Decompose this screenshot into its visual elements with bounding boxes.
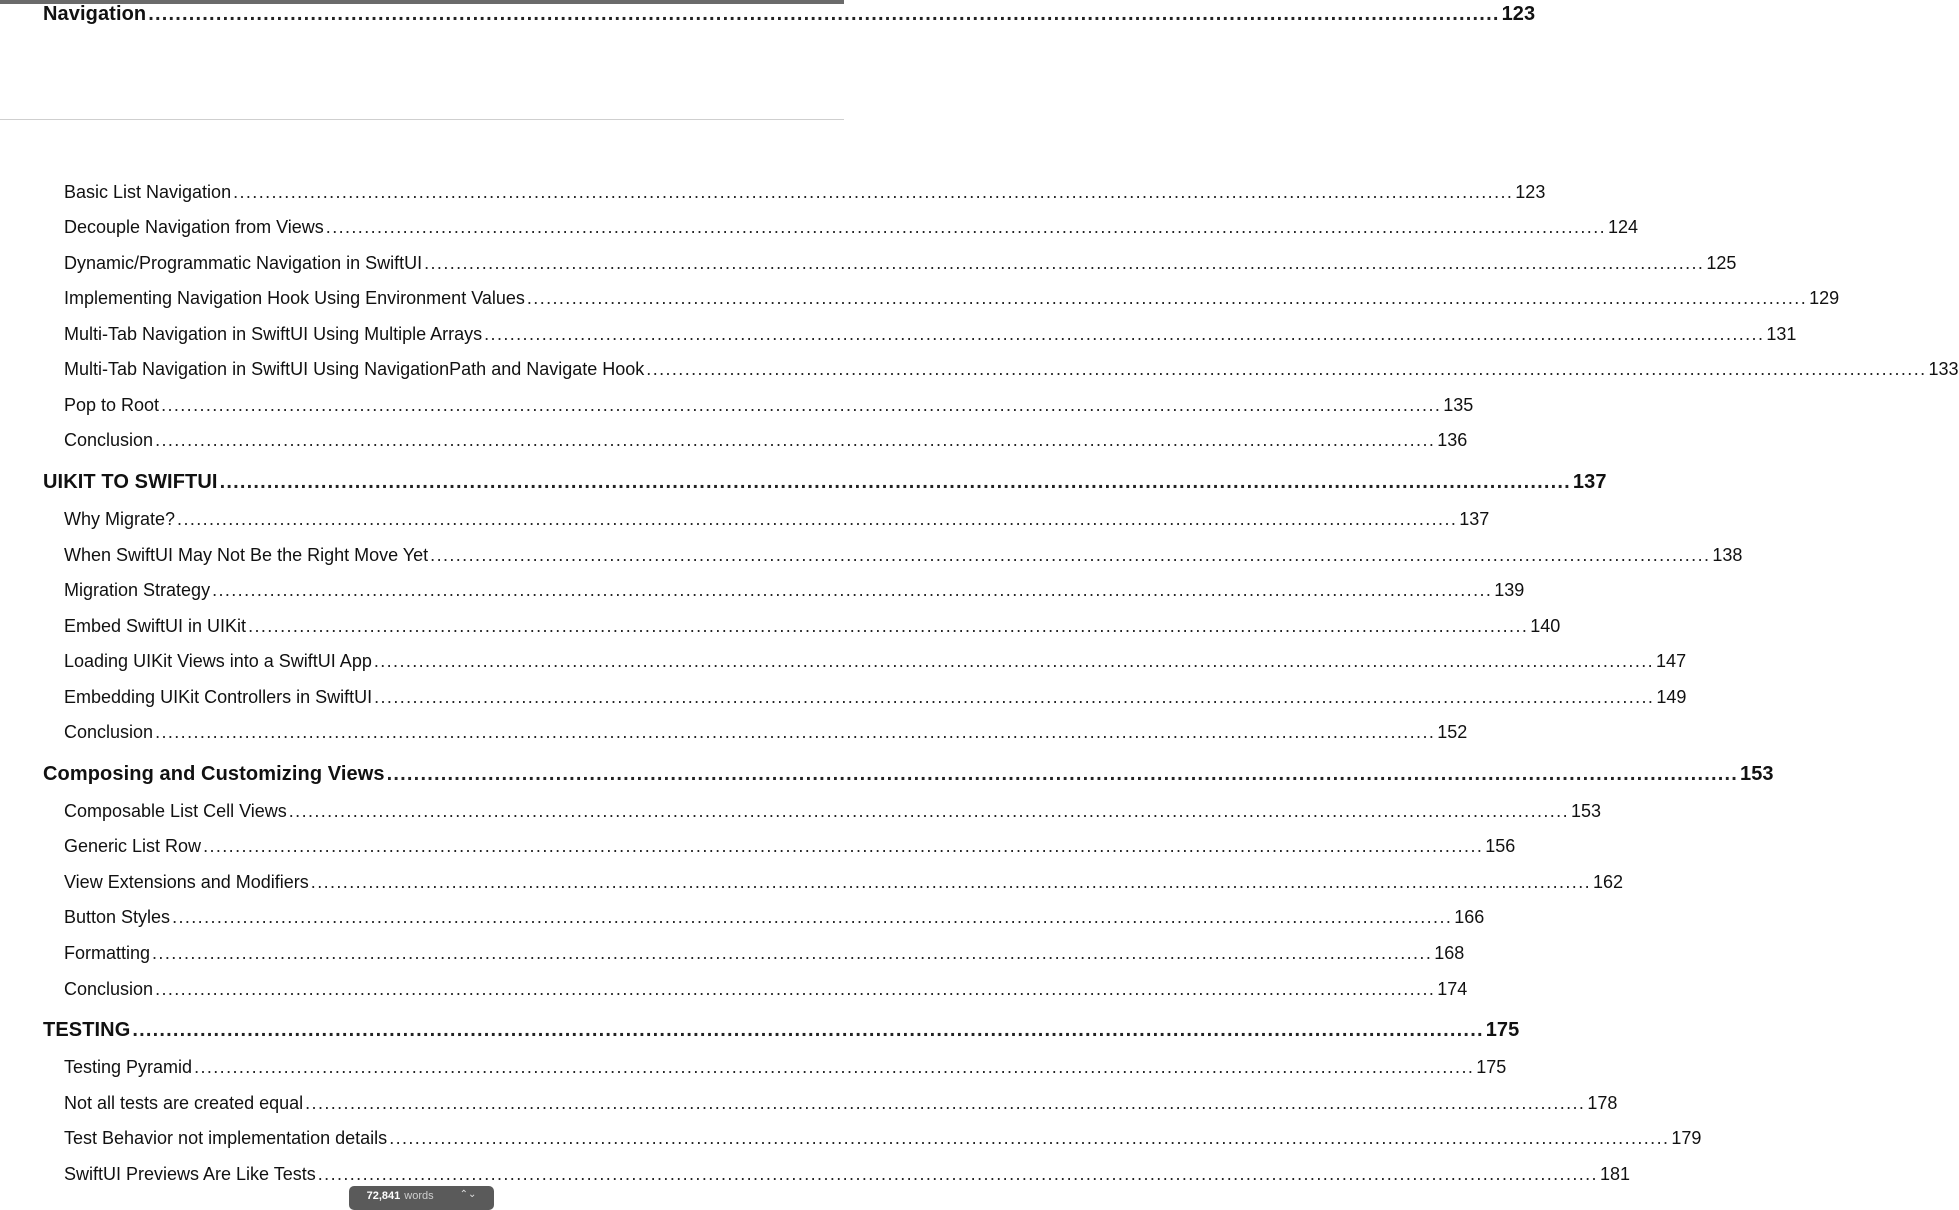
word-count-unit: words	[404, 1190, 434, 1202]
toc-page-number: 137	[1572, 471, 1607, 493]
toc-section-row[interactable]	[64, 359, 1959, 380]
toc-page-number: 123	[1515, 182, 1546, 202]
toc-dot-leader: ........................................................................................................................................................................................................	[233, 182, 1514, 202]
toc-page-number: 156	[1485, 836, 1516, 856]
toc-entry-title: View Extensions and Modifiers	[64, 872, 309, 892]
toc-entry-title: Multi-Tab Navigation in SwiftUI Using NavigationPath and Navigate Hook	[64, 359, 645, 379]
toc-dot-leader: ........................................................................................................................................................................................................	[389, 1128, 1670, 1148]
toc-dot-leader: ........................................................................................................................................................................................................	[203, 836, 1484, 856]
toc-dot-leader: ........................................................................................................................................................................................................	[152, 943, 1433, 963]
toc-page-number: 166	[1454, 907, 1485, 927]
toc-dot-leader: ........................................................................................................................................................................................................	[194, 1057, 1475, 1077]
toc-dot-leader: ........................................................................................................................................................................................................	[484, 324, 1765, 344]
toc-entry-title: Conclusion	[64, 430, 154, 450]
toc-entry-title: SwiftUI Previews Are Like Tests	[64, 1164, 316, 1184]
toc-section-row[interactable]	[64, 580, 1525, 601]
toc-section-row[interactable]	[64, 395, 1474, 416]
toc-page-number: 181	[1599, 1164, 1631, 1184]
toc-section-row[interactable]	[64, 722, 1468, 743]
toc-page-number: 174	[1437, 979, 1468, 999]
toc-page-number: 153	[1739, 763, 1774, 785]
toc-page-number: 139	[1494, 580, 1525, 600]
toc-dot-leader: ........................................................................................................................................................................................................	[310, 872, 1591, 892]
toc-dot-leader: ........................................................................................................................................................................................................	[155, 979, 1436, 999]
toc-dot-leader: ........................................................................................................................................................................................................	[646, 359, 1927, 379]
toc-page-number: 162	[1593, 872, 1624, 892]
toc-section-row[interactable]	[64, 943, 1465, 964]
toc-entry-title: Embed SwiftUI in UIKit	[64, 616, 247, 636]
toc-dot-leader: ........................................................................................................................................................................................................	[132, 1019, 1484, 1041]
toc-entry-title: When SwiftUI May Not Be the Right Move Yet	[64, 545, 429, 565]
toc-dot-leader: ........................................................................................................................................................................................................	[155, 722, 1436, 742]
toc-dot-leader: ........................................................................................................................................................................................................	[177, 509, 1458, 529]
toc-dot-leader: ........................................................................................................................................................................................................	[161, 395, 1442, 415]
toc-section-row[interactable]	[64, 907, 1485, 928]
toc-entry-title: UIKIT TO SWIFTUI	[43, 471, 218, 493]
toc-dot-leader: ........................................................................................................................................................................................................	[386, 763, 1738, 785]
toc-entry-title: Decouple Navigation from Views	[64, 217, 324, 237]
toc-entry-title: Conclusion	[64, 979, 154, 999]
toc-entry-title: Embedding UIKit Controllers in SwiftUI	[64, 687, 373, 707]
toc-dot-leader: ........................................................................................................................................................................................................	[424, 253, 1705, 273]
toc-entry-title: Test Behavior not implementation details	[64, 1128, 388, 1148]
toc-entry-title: Migration Strategy	[64, 580, 211, 600]
toc-section-row[interactable]	[64, 509, 1490, 530]
toc-dot-leader: ........................................................................................................................................................................................................	[248, 616, 1529, 636]
toc-dot-leader: ........................................................................................................................................................................................................	[172, 907, 1453, 927]
toc-section-row[interactable]	[64, 687, 1687, 708]
toc-entry-title: Formatting	[64, 943, 151, 963]
toc-section-row[interactable]	[64, 979, 1468, 1000]
toc-dot-leader: ........................................................................................................................................................................................................	[317, 1164, 1598, 1184]
toc-page-number: 140	[1530, 616, 1561, 636]
toc-section-row[interactable]	[64, 801, 1602, 822]
toc-page-number: 175	[1485, 1019, 1520, 1041]
toc-section-row[interactable]	[64, 872, 1624, 893]
toc-section-row[interactable]	[64, 1093, 1618, 1114]
toc-page-number: 124	[1608, 217, 1639, 237]
toc-chapter-row[interactable]	[43, 471, 1607, 494]
toc-section-row[interactable]	[64, 545, 1743, 566]
toc-section-row[interactable]	[64, 324, 1797, 345]
toc-page-number: 168	[1434, 943, 1465, 963]
toc-entry-title: Composable List Cell Views	[64, 801, 287, 821]
toc-page-number: 129	[1809, 288, 1840, 308]
toc-page-number: 152	[1437, 722, 1468, 742]
toc-entry-title: Multi-Tab Navigation in SwiftUI Using Multiple Arrays	[64, 324, 483, 344]
chevron-up-down-icon[interactable]: ⌃⌄	[459, 1189, 477, 1200]
toc-entry-title: Button Styles	[64, 907, 171, 927]
toc-page-number: 147	[1656, 651, 1687, 671]
toc-entry-title: Navigation	[43, 3, 147, 25]
toc-entry-title: Composing and Customizing Views	[43, 763, 385, 785]
toc-page-number: 137	[1459, 509, 1490, 529]
page-break-divider	[0, 119, 844, 120]
toc-dot-leader: ........................................................................................................................................................................................................	[219, 471, 1571, 493]
toc-entry-title: Conclusion	[64, 722, 154, 742]
toc-section-row[interactable]	[64, 616, 1561, 637]
toc-entry-title: Pop to Root	[64, 395, 160, 415]
toc-dot-leader: ........................................................................................................................................................................................................	[325, 217, 1606, 237]
toc-entry-title: Not all tests are created equal	[64, 1093, 304, 1113]
toc-section-row[interactable]	[64, 253, 1737, 274]
toc-page-number: 136	[1437, 430, 1468, 450]
toc-section-row[interactable]	[64, 1128, 1702, 1149]
toc-section-row[interactable]	[64, 182, 1546, 203]
toc-entry-title: Testing Pyramid	[64, 1057, 193, 1077]
toc-section-row[interactable]	[64, 651, 1687, 672]
toc-dot-leader: ........................................................................................................................................................................................................	[430, 545, 1711, 565]
toc-page-number: 175	[1476, 1057, 1507, 1077]
toc-page-number: 123	[1501, 3, 1536, 25]
toc-dot-leader: ........................................................................................................................................................................................................	[374, 687, 1655, 707]
toc-chapter-row[interactable]	[43, 763, 1774, 786]
toc-entry-title: Generic List Row	[64, 836, 202, 856]
toc-section-row[interactable]	[64, 1164, 1631, 1185]
toc-dot-leader: ........................................................................................................................................................................................................	[526, 288, 1808, 308]
toc-page-number: 135	[1443, 395, 1474, 415]
toc-dot-leader: ........................................................................................................................................................................................................	[288, 801, 1569, 821]
toc-section-row[interactable]	[64, 430, 1468, 451]
toc-page-number: 125	[1706, 253, 1737, 273]
toc-entry-title: Basic List Navigation	[64, 182, 232, 202]
toc-page-number: 133	[1928, 359, 1959, 379]
toc-dot-leader: ........................................................................................................................................................................................................	[148, 3, 1500, 25]
toc-page-number: 179	[1671, 1128, 1702, 1148]
toc-dot-leader: ........................................................................................................................................................................................................	[155, 430, 1436, 450]
toc-dot-leader: ........................................................................................................................................................................................................	[373, 651, 1655, 671]
toc-chapter-row[interactable]	[43, 1019, 1520, 1042]
toc-section-row[interactable]	[64, 217, 1639, 238]
word-count-value: 72,841	[366, 1190, 401, 1202]
toc-dot-leader: ........................................................................................................................................................................................................	[305, 1093, 1586, 1113]
toc-entry-title: Implementing Navigation Hook Using Environment Values	[64, 288, 525, 308]
toc-page-number: 153	[1570, 801, 1602, 821]
toc-entry-title: Loading UIKit Views into a SwiftUI App	[64, 651, 372, 671]
toc-section-row[interactable]	[64, 1057, 1507, 1078]
toc-page-number: 131	[1766, 324, 1797, 344]
toc-dot-leader: ........................................................................................................................................................................................................	[212, 580, 1493, 600]
toc-section-row[interactable]	[64, 288, 1840, 309]
toc-page-number: 149	[1656, 687, 1687, 707]
word-count-indicator[interactable]	[349, 1186, 494, 1210]
toc-page-number: 138	[1712, 545, 1743, 565]
toc-section-row[interactable]	[64, 836, 1516, 857]
toc-entry-title: TESTING	[43, 1019, 131, 1041]
toc-chapter-row[interactable]	[43, 3, 1536, 26]
toc-entry-title: Why Migrate?	[64, 509, 176, 529]
toc-page-number: 178	[1587, 1093, 1618, 1113]
toc-entry-title: Dynamic/Programmatic Navigation in SwiftUI	[64, 253, 423, 273]
